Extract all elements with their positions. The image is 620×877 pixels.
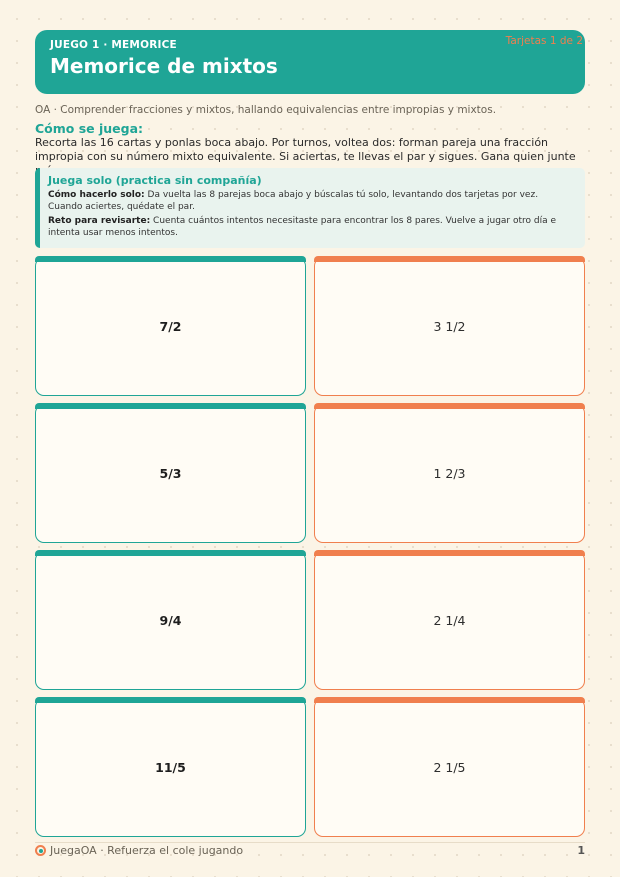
- card-value: 7/2: [159, 319, 182, 334]
- solo-challenge-label: Reto para revisarte:: [48, 216, 151, 226]
- card-value: 11/5: [155, 760, 186, 775]
- solo-how-text: Da vuelta las 8 parejas boca abajo y búscalas tú solo, levantando dos tarjetas por vez. Cuando aciertes, quédate el par.: [48, 190, 539, 212]
- how-to-play-text: Recorta las 16 cartas y ponlas boca abajo. Por turnos, voltea dos: forman pareja una fracción impropia con su número mixto equivalente. Si aciertas, te llevas el par y sigues. Gana quien junte: [35, 136, 576, 163]
- footer-brand: JuegaOA · Refuerza el cole jugando: [50, 844, 244, 857]
- solo-title: Juega solo (practica sin compañía): [48, 174, 262, 187]
- card-value: 5/3: [159, 466, 182, 481]
- footer: [35, 844, 243, 857]
- page-title: Memorice de mixtos: [50, 54, 278, 78]
- header-banner: [35, 30, 585, 94]
- card-value: 9/4: [159, 613, 182, 628]
- card-improper-fraction: [35, 698, 306, 837]
- card-mixed-number: [314, 698, 585, 837]
- card-value: 1 2/3: [433, 466, 466, 481]
- card-value: 3 1/2: [433, 319, 466, 334]
- game-kicker: JUEGO 1 · MEMORICE: [50, 39, 177, 51]
- page-tag: Tarjetas 1 de 2: [505, 35, 583, 47]
- solo-how: [48, 189, 575, 213]
- card-improper-fraction: [35, 257, 306, 396]
- solo-challenge: [48, 215, 575, 239]
- card-mixed-number: [314, 257, 585, 396]
- card-improper-fraction: [35, 551, 306, 690]
- how-to-play-title: Cómo se juega:: [35, 121, 144, 136]
- card-mixed-number: [314, 404, 585, 543]
- solo-play-box: [35, 168, 585, 248]
- card-value: 2 1/5: [433, 760, 466, 775]
- brand-logo-icon: [35, 845, 46, 856]
- card-value: 2 1/4: [433, 613, 466, 628]
- card-mixed-number: [314, 551, 585, 690]
- page-number: 1: [577, 844, 585, 857]
- learning-objective: OA · Comprender fracciones y mixtos, hallando equivalencias entre impropias y mixtos.: [35, 104, 497, 116]
- solo-how-label: Cómo hacerlo solo:: [48, 190, 145, 200]
- footer-divider: [35, 842, 585, 843]
- card-improper-fraction: [35, 404, 306, 543]
- solo-challenge-text: Cuenta cuántos intentos necesitaste para encontrar los 8 pares. Vuelve a jugar otro día e intenta usar menos intentos.: [48, 216, 557, 238]
